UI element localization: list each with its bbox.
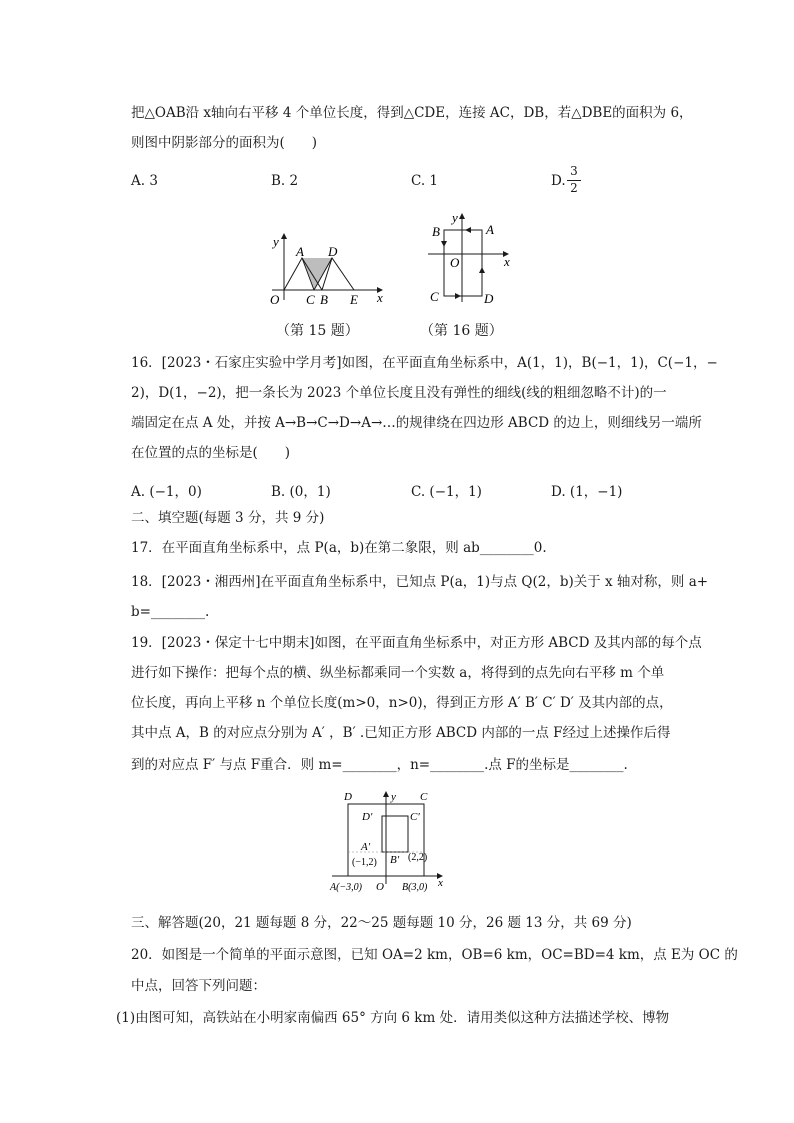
label-d-prime: D′	[362, 811, 373, 823]
label-y: y	[391, 791, 396, 803]
figure-19	[326, 788, 450, 894]
label-a: A	[486, 222, 494, 237]
label-y: y	[273, 234, 279, 249]
q20-line2: 中点，回答下列问题：	[131, 978, 266, 994]
q15-stem-line2: 则图中阴影部分的面积为( )	[131, 135, 318, 151]
label-o: O	[450, 255, 460, 270]
q16-line3: 端固定在点 A 处，并按 A→B→C→D→A→…的规律绕在四边形 ABCD 的边上，则细线另一端所	[131, 415, 702, 431]
q15-option-d-denominator: 2	[567, 180, 581, 195]
label-a-prime-coord: (−1,2)	[352, 857, 377, 868]
figure-15-caption: （第 15 题）	[276, 323, 359, 339]
section-solution-heading: 三、解答题(20，21 题每题 8 分，22～25 题每题 10 分，26 题 13 分，共 69 分)	[131, 915, 632, 931]
section-fill-in-heading: 二、填空题(每题 3 分，共 9 分)	[131, 510, 325, 526]
q16-option-a: A. (−1，0)	[131, 484, 202, 500]
label-b: B	[320, 292, 328, 307]
label-e: E	[350, 292, 358, 307]
q16-line1: 16．[2023・石家庄实验中学月考]如图，在平面直角坐标系中，A(1，1)，B(−1，1)，C(−1，−	[131, 355, 718, 371]
label-x: x	[504, 254, 510, 269]
q20-line1: 20．如图是一个简单的平面示意图，已知 OA=2 km，OB=6 km，OC=BD=4 km，点 E为 OC 的	[131, 947, 738, 963]
q20-part1-line: (1)由图可知，高铁站在小明家南偏西 65° 方向 6 km 处．请用类似这种方法描述学校、博物	[116, 1010, 670, 1026]
label-x: x	[438, 877, 443, 889]
figure-15	[262, 228, 394, 308]
q16-option-c: C. (−1，1)	[411, 484, 482, 500]
figure-16-caption: （第 16 题）	[420, 323, 503, 339]
q17: 17．在平面直角坐标系中，点 P(a，b)在第二象限，则 ab________0.	[131, 540, 547, 556]
label-a: A(−3,0)	[330, 882, 363, 893]
label-b-prime: B′	[390, 854, 400, 866]
figure-16	[424, 208, 524, 308]
label-c: C	[306, 292, 315, 307]
q15-stem-line1: 把△OAB沿 x轴向右平移 4 个单位长度，得到△CDE，连接 AC，DB，若△DBE的面积为 6，	[131, 105, 693, 121]
q15-option-c: C. 1	[411, 173, 439, 189]
label-o: O	[270, 292, 280, 307]
label-d: D	[344, 791, 352, 803]
label-b: B(3,0)	[402, 882, 428, 893]
label-c-prime: C′	[410, 811, 420, 823]
q18-line2: b=________.	[131, 604, 210, 620]
q19-line4: 其中点 A，B 的对应点分别为 A′ ，B′ .已知正方形 ABCD 内部的一点 F经过上述操作后得	[131, 725, 671, 741]
label-a-prime: A′	[361, 841, 371, 853]
label-c: C	[420, 791, 428, 803]
label-b-prime-coord: (2,2)	[408, 852, 428, 863]
label-c: C	[430, 289, 439, 304]
label-y: y	[452, 210, 458, 225]
q16-option-d: D. (1，−1)	[551, 484, 623, 500]
q16-line2: 2)，D(1，−2)，把一条长为 2023 个单位长度且没有弹性的细线(线的粗细忽略不计)的一	[131, 385, 667, 401]
q15-option-d-numerator: 3	[570, 164, 578, 178]
q15-option-a: A. 3	[131, 173, 158, 189]
label-d: D	[484, 291, 494, 306]
q19-line3: 位长度，再向上平移 n 个单位长度(m>0，n>0)，得到正方形 A′ B′ C′ D′ 及其内部的点，	[131, 695, 673, 711]
q19-line2: 进行如下操作：把每个点的横、纵坐标都乘同一个实数 a，将得到的点先向右平移 m 个单	[131, 665, 665, 681]
q18-line1: 18．[2023・湘西州]在平面直角坐标系中，已知点 P(a，1)与点 Q(2，b)关于 x 轴对称，则 a+	[131, 574, 709, 590]
q19-line1: 19．[2023・保定十七中期末]如图，在平面直角坐标系中，对正方形 ABCD 及其内部的每个点	[131, 635, 702, 651]
q15-option-d: D.	[551, 173, 566, 189]
label-d: D	[328, 244, 338, 259]
label-a: A	[296, 244, 304, 259]
label-x: x	[377, 290, 383, 305]
q15-option-b: B. 2	[271, 173, 299, 189]
q19-line5: 到的对应点 F′ 与点 F重合．则 m=________，n=________.点 F的坐标是________.	[131, 757, 628, 773]
label-b: B	[432, 224, 440, 239]
q16-line4: 在位置的点的坐标是( )	[131, 445, 291, 461]
label-o: O	[376, 881, 384, 893]
q16-option-b: B. (0，1)	[271, 484, 331, 500]
